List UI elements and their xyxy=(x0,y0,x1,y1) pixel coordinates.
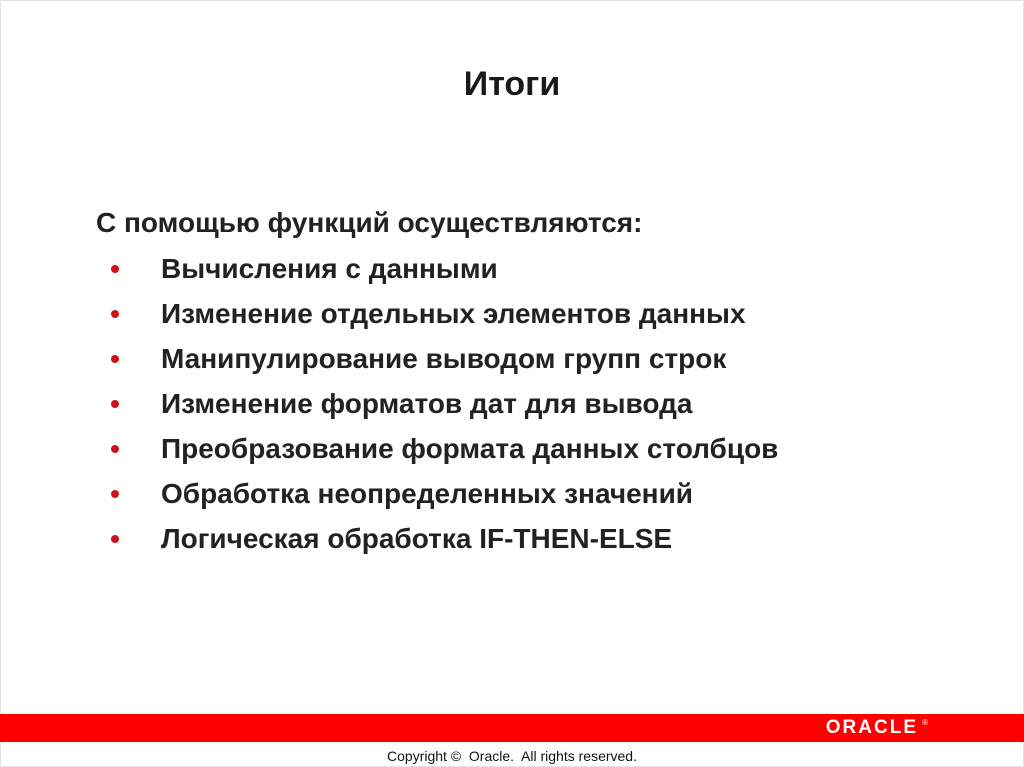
slide-title: Итоги xyxy=(463,65,561,103)
copyright-notice: Copyright © Oracle. All rights reserved. xyxy=(387,748,637,764)
bullet-text: Манипулирование выводом групп строк xyxy=(161,343,727,374)
bullet-text: Логическая обработка IF-THEN-ELSE xyxy=(161,523,673,554)
list-item xyxy=(0,251,900,296)
list-item xyxy=(0,386,900,431)
footer-bar xyxy=(0,714,1024,742)
list-item xyxy=(0,341,900,386)
bullet-text: Изменение отдельных элементов данных xyxy=(161,298,746,329)
bullet-text: Изменение форматов дат для вывода xyxy=(161,388,693,419)
bullet-text: Обработка неопределенных значений xyxy=(161,478,693,509)
bullet-list xyxy=(0,251,900,566)
bullet-icon xyxy=(111,490,119,498)
bullet-icon xyxy=(111,265,119,273)
bullet-icon xyxy=(111,400,119,408)
bullet-text: Вычисления с данными xyxy=(161,253,498,284)
list-item xyxy=(0,476,900,521)
bullet-icon xyxy=(111,445,119,453)
bullet-icon xyxy=(111,355,119,363)
oracle-logo: ORACLE xyxy=(825,717,918,738)
list-item xyxy=(0,431,900,476)
intro-text: С помощью функций осуществляются: xyxy=(96,207,643,238)
registered-mark-icon: ® xyxy=(922,718,928,727)
bullet-text: Преобразование формата данных столбцов xyxy=(161,433,779,464)
bullet-icon xyxy=(111,310,119,318)
list-item xyxy=(0,521,900,566)
list-item xyxy=(0,296,900,341)
bullet-icon xyxy=(111,535,119,543)
